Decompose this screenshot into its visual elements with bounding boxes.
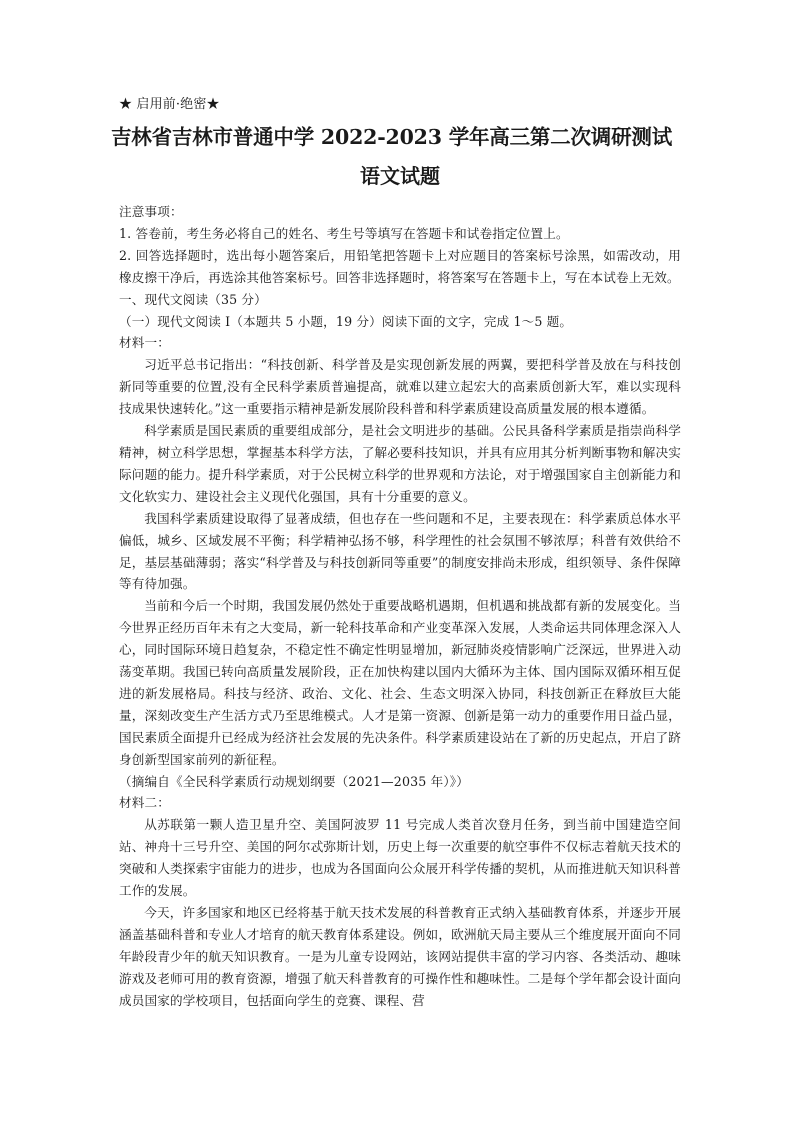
page-subtitle: 语文试题 bbox=[360, 164, 440, 188]
page-content bbox=[111, 96, 681, 1012]
section-sub-heading: （一）现代文阅读 I（本题共 5 小题，19 分）阅读下面的文字，完成 1～5 题。 bbox=[119, 313, 573, 329]
material1-label: 材料一： bbox=[119, 335, 170, 351]
notes-item-2: 2. 回答选择题时，选出每小题答案后，用铅笔把答题卡上对应题目的答案标号涂黑，如需改动，用橡皮擦干净后，再选涂其他答案标号。回答非选择题时，将答案写在答题卡上，写在本试卷上无效。 bbox=[119, 247, 681, 285]
page-title: 吉林省吉林市普通中学 2022-2023 学年高三第二次调研测试 bbox=[111, 125, 672, 149]
material1-source: （摘编自《全民科学素质行动规划纲要（2021—2035 年）》） bbox=[119, 773, 469, 789]
material2-paragraph: 从苏联第一颗人造卫星升空、美国阿波罗 11 号完成人类首次登月任务，到当前中国建造空间站、神舟十三号升空、美国的阿尔忒弥斯计划，历史上每一次重要的航空事件不仅标志着航天技术的突破和人类探索宇宙能力的进步，也成为各国面向公众展开科学传播的契机，从而推进航天知识科普工作的发展。 bbox=[119, 817, 681, 899]
material1-paragraph: 习近平总书记指出：“科技创新、科学普及是实现创新发展的两翼，要把科学普及放在与科技创新同等重要的位置,没有全民科学素质普遍提高，就难以建立起宏大的高素质创新大军，难以实现科技成果快速转化。”这一重要指示精神是新发展阶段科普和科学素质建设高质量发展的根本遵循。 bbox=[119, 357, 681, 417]
secret-mark: ★ 启用前·绝密★ bbox=[119, 97, 220, 112]
material1-paragraph: 科学素质是国民素质的重要组成部分，是社会文明进步的基础。公民具备科学素质是指崇尚科学精神，树立科学思想，掌握基本科学方法，了解必要科技知识，并具有应用其分析判断事物和解决实际问题的能力。提升科学素质，对于公民树立科学的世界观和方法论，对于增强国家自主创新能力和文化软实力、建设社会主义现代化强国，具有十分重要的意义。 bbox=[119, 423, 681, 504]
material2-paragraph: 今天，许多国家和地区已经将基于航天技术发展的科普教育正式纳入基础教育体系，并逐步开展涵盖基础科普和专业人才培育的航天教育体系建设。例如，欧洲航天局主要从三个维度展开面向不同年龄段青少年的航天知识教育。一是为儿童专设网站，该网站提供丰富的学习内容、各类活动、趣味游戏及老师可用的教育资源，增强了航天科普教育的可操作性和趣味性。二是每个学年都会设计面向成员国家的学校项目，包括面向学生的竞赛、课程、营 bbox=[119, 905, 681, 1008]
notes-heading: 注意事项： bbox=[119, 204, 183, 219]
notes-item-1: 1. 答卷前，考生务必将自己的姓名、考生号等填写在答题卡和试卷指定位置上。 bbox=[119, 225, 569, 241]
material1-paragraph: 当前和今后一个时期，我国发展仍然处于重要战略机遇期，但机遇和挑战都有新的发展变化。当今世界正经历百年未有之大变局，新一轮科技革命和产业变革深入发展，人类命运共同体理念深入人心，同时国际环境日趋复杂，不稳定性不确定性明显增加，新冠肺炎疫情影响广泛深远，世界进入动荡变革期。我国已转向高质量发展阶段，正在加快构建以国内大循环为主体、国内国际双循环相互促进的新发展格局。科技与经济、政治、文化、社会、生态文明深入协同，科技创新正在释放巨大能量，深刻改变生产生活方式乃至思维模式。人才是第一资源、创新是第一动力的重要作用日益凸显，国民素质全面提升已经成为经济社会发展的先决条件。科学素质建设站在了新的历史起点，开启了跻身创新型国家前列的新征程。 bbox=[119, 598, 681, 767]
material1-paragraph: 我国科学素质建设取得了显著成绩，但也存在一些问题和不足，主要表现在：科学素质总体水平偏低，城乡、区域发展不平衡；科学精神弘扬不够，科学理性的社会氛围不够浓厚；科普有效供给不足，基层基础薄弱；落实“科学普及与科技创新同等重要”的制度安排尚未形成，组织领导、条件保障等有待加强。 bbox=[119, 510, 681, 592]
section-heading: 一、现代文阅读（35 分） bbox=[119, 291, 267, 307]
material2-label: 材料二： bbox=[119, 795, 170, 811]
